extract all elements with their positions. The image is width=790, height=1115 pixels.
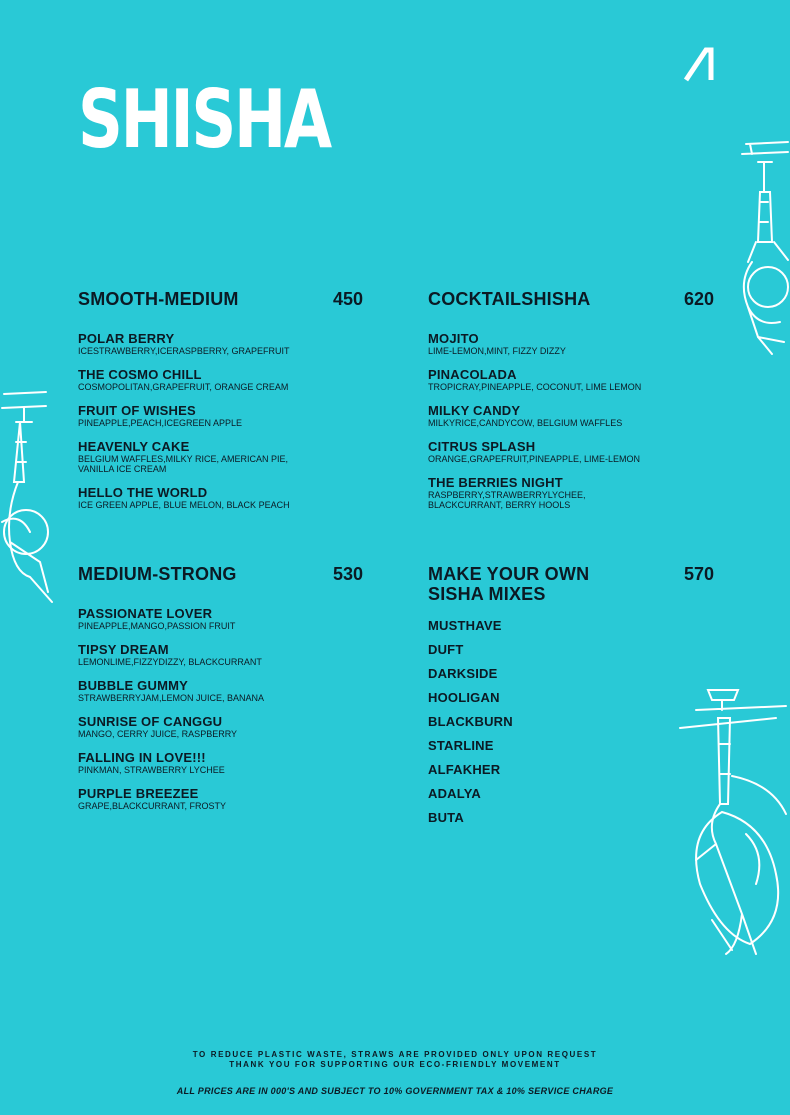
item-desc: COSMOPOLITAN,GRAPEFRUIT, ORANGE CREAM <box>78 382 289 392</box>
item-desc: RASPBERRY,STRAWBERRYLYCHEE, BLACKCURRANT, BERRY HOOLS <box>428 490 586 510</box>
section-title: COCKTAILSHISHA <box>428 289 591 309</box>
section-title: MEDIUM-STRONG <box>78 564 237 584</box>
brand-item: STARLINE <box>428 738 494 753</box>
hookah-illustration-icon <box>0 382 62 610</box>
hookah-illustration-icon <box>728 132 790 362</box>
item-desc: PINEAPPLE,MANGO,PASSION FRUIT <box>78 621 236 631</box>
menu-item <box>78 750 363 775</box>
brand-logo-icon <box>684 46 714 82</box>
menu-item <box>78 331 363 356</box>
menu-item <box>428 475 714 510</box>
brand-item: ADALYA <box>428 786 481 801</box>
footer-note-line1: TO REDUCE PLASTIC WASTE, STRAWS ARE PROVIDED ONLY UPON REQUEST <box>192 1050 598 1059</box>
item-desc: ICE GREEN APPLE, BLUE MELON, BLACK PEACH <box>78 500 290 510</box>
section-make-your-own <box>428 564 714 834</box>
menu-item <box>78 606 363 631</box>
section-title: SMOOTH-MEDIUM <box>78 289 239 309</box>
item-desc: STRAWBERRYJAM,LEMON JUICE, BANANA <box>78 693 265 703</box>
brand-item: HOOLIGAN <box>428 690 500 705</box>
item-name: HEAVENLY CAKE <box>78 439 190 454</box>
brand-item: DUFT <box>428 642 464 657</box>
item-desc: MILKYRICE,CANDYCOW, BELGIUM WAFFLES <box>428 418 623 428</box>
item-name: HELLO THE WORLD <box>78 485 208 500</box>
item-desc: LIME-LEMON,MINT, FIZZY DIZZY <box>428 346 566 356</box>
item-name: TIPSY DREAM <box>78 642 169 657</box>
menu-item <box>428 331 714 356</box>
section-smooth-medium <box>78 289 363 521</box>
section-price: 620 <box>683 289 714 309</box>
price-disclaimer: ALL PRICES ARE IN 000'S AND SUBJECT TO 10% GOVERNMENT TAX & 10% SERVICE CHARGE <box>176 1086 614 1096</box>
item-name: SUNRISE OF CANGGU <box>78 714 223 729</box>
item-name: FALLING IN LOVE!!! <box>78 750 206 765</box>
footer-note-line2: THANK YOU FOR SUPPORTING OUR ECO-FRIENDLY MOVEMENT <box>229 1060 561 1069</box>
item-name: THE COSMO CHILL <box>78 367 202 382</box>
item-desc: GRAPE,BLACKCURRANT, FROSTY <box>78 801 227 811</box>
menu-item <box>78 403 363 428</box>
item-name: MOJITO <box>428 331 479 346</box>
menu-item <box>78 642 363 667</box>
section-cocktail-shisha <box>428 289 714 521</box>
menu-item <box>78 485 363 510</box>
item-desc: PINKMAN, STRAWBERRY LYCHEE <box>78 765 225 775</box>
section-title-line1: MAKE YOUR OWN <box>428 564 590 584</box>
menu-item <box>78 678 363 703</box>
item-desc: ICESTRAWBERRY,ICERASPBERRY, GRAPEFRUIT <box>78 346 290 356</box>
section-title-line2: SISHA MIXES <box>428 584 546 604</box>
brand-item: BLACKBURN <box>428 714 513 729</box>
menu-item <box>428 403 714 428</box>
brand-item: ALFAKHER <box>428 762 501 777</box>
item-name: BUBBLE GUMMY <box>78 678 189 693</box>
section-price: 570 <box>683 564 714 584</box>
section-price: 450 <box>332 289 363 309</box>
menu-item <box>78 367 363 392</box>
item-desc: LEMONLIME,FIZZYDIZZY, BLACKCURRANT <box>78 657 262 667</box>
item-name: FRUIT OF WISHES <box>78 403 196 418</box>
item-name: PURPLE BREEZEE <box>78 786 199 801</box>
item-desc: PINEAPPLE,PEACH,ICEGREEN APPLE <box>78 418 243 428</box>
item-name: CITRUS SPLASH <box>428 439 536 454</box>
item-desc: ORANGE,GRAPEFRUIT,PINEAPPLE, LIME-LEMON <box>428 454 641 464</box>
menu-item <box>428 367 714 392</box>
menu-item <box>78 786 363 811</box>
brand-item: DARKSIDE <box>428 666 498 681</box>
item-name: PASSIONATE LOVER <box>78 606 213 621</box>
menu-item <box>78 439 363 474</box>
item-desc: BELGIUM WAFFLES,MILKY RICE, AMERICAN PIE, VANILLA ICE CREAM <box>78 454 289 474</box>
item-name: THE BERRIES NIGHT <box>428 475 563 490</box>
footer-note <box>0 1050 790 1070</box>
item-desc: MANGO, CERRY JUICE, RASPBERRY <box>78 729 238 739</box>
section-medium-strong <box>78 564 363 822</box>
page-title: SHISHA <box>78 73 330 166</box>
item-name: POLAR BERRY <box>78 331 175 346</box>
brand-item: MUSTHAVE <box>428 618 502 633</box>
section-price: 530 <box>332 564 363 584</box>
brand-item: BUTA <box>428 810 464 825</box>
menu-item <box>428 439 714 464</box>
item-name: PINACOLADA <box>428 367 517 382</box>
item-name: MILKY CANDY <box>428 403 521 418</box>
menu-item <box>78 714 363 739</box>
item-desc: TROPICRAY,PINEAPPLE, COCONUT, LIME LEMON <box>428 382 642 392</box>
